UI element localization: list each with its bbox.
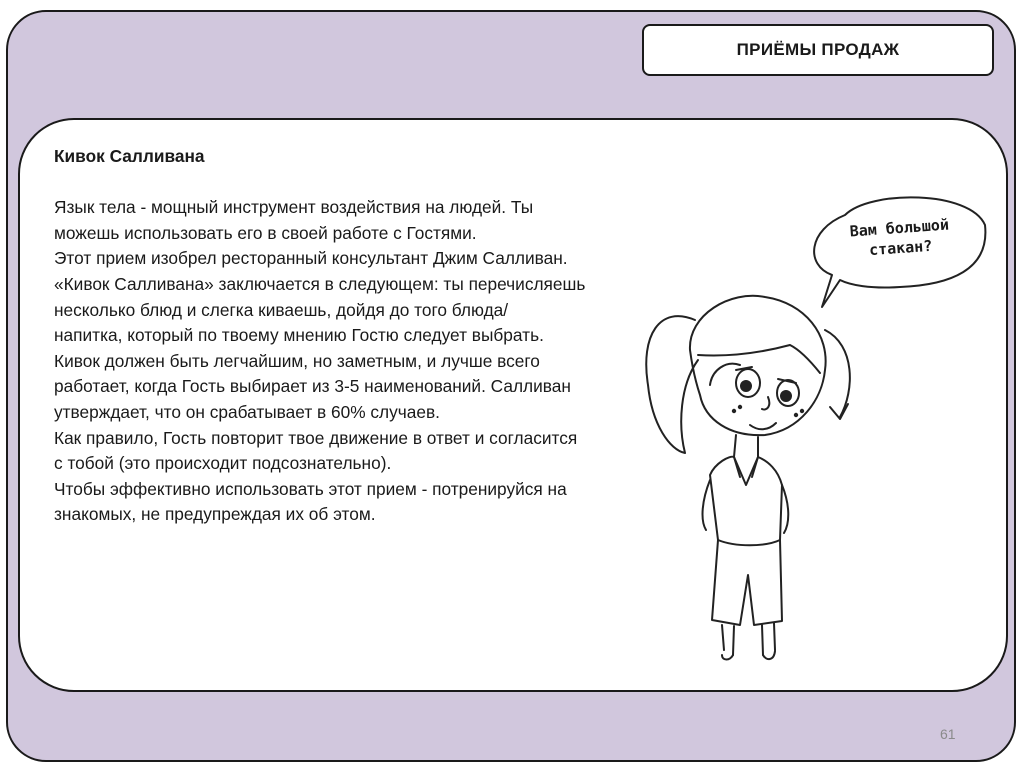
ponytail	[646, 316, 698, 453]
speech-line-2: стакан?	[868, 236, 933, 260]
nod-arrow-icon	[825, 330, 850, 417]
girl-shorts	[712, 540, 782, 625]
slide-title	[642, 24, 994, 76]
page-number: 61	[940, 726, 956, 742]
mouth	[750, 423, 776, 429]
girl-nodding-illustration	[640, 185, 990, 670]
slide-title-text: ПРИЁМЫ ПРОДАЖ	[736, 40, 900, 59]
text-block	[54, 144, 654, 528]
section-heading: Кивок Салливана	[54, 146, 205, 166]
body-text: Язык тела - мощный инструмент воздействия на людей. Ты можешь использовать его в своей работе с Гостями. Этот прием изобрел ресторанный консультант Джим Салливан. «Кивок Салливана» заключается в следующем: ты перечисляешь несколько блюд и слегка киваешь, дойдя до того блюда/ напитка, который по твоему мнению Гостю следует выбрать. Кивок должен быть легчайшим, но заметным, и лучше всего работает, когда Гость выбирает из 3-5 наименований. Салливан утверждает, что он срабатывает в 60% случаев. Как правило, Гость повторит твое движение в ответ и согласится с тобой (это происходит подсознательно). Чтобы эффективно использовать этот прием - потренируйся на знакомых, не предупреждая их об этом.	[54, 197, 586, 525]
girl-head	[690, 296, 826, 435]
girl-body	[710, 457, 782, 546]
speech-line-1: Вам большой	[849, 215, 950, 241]
